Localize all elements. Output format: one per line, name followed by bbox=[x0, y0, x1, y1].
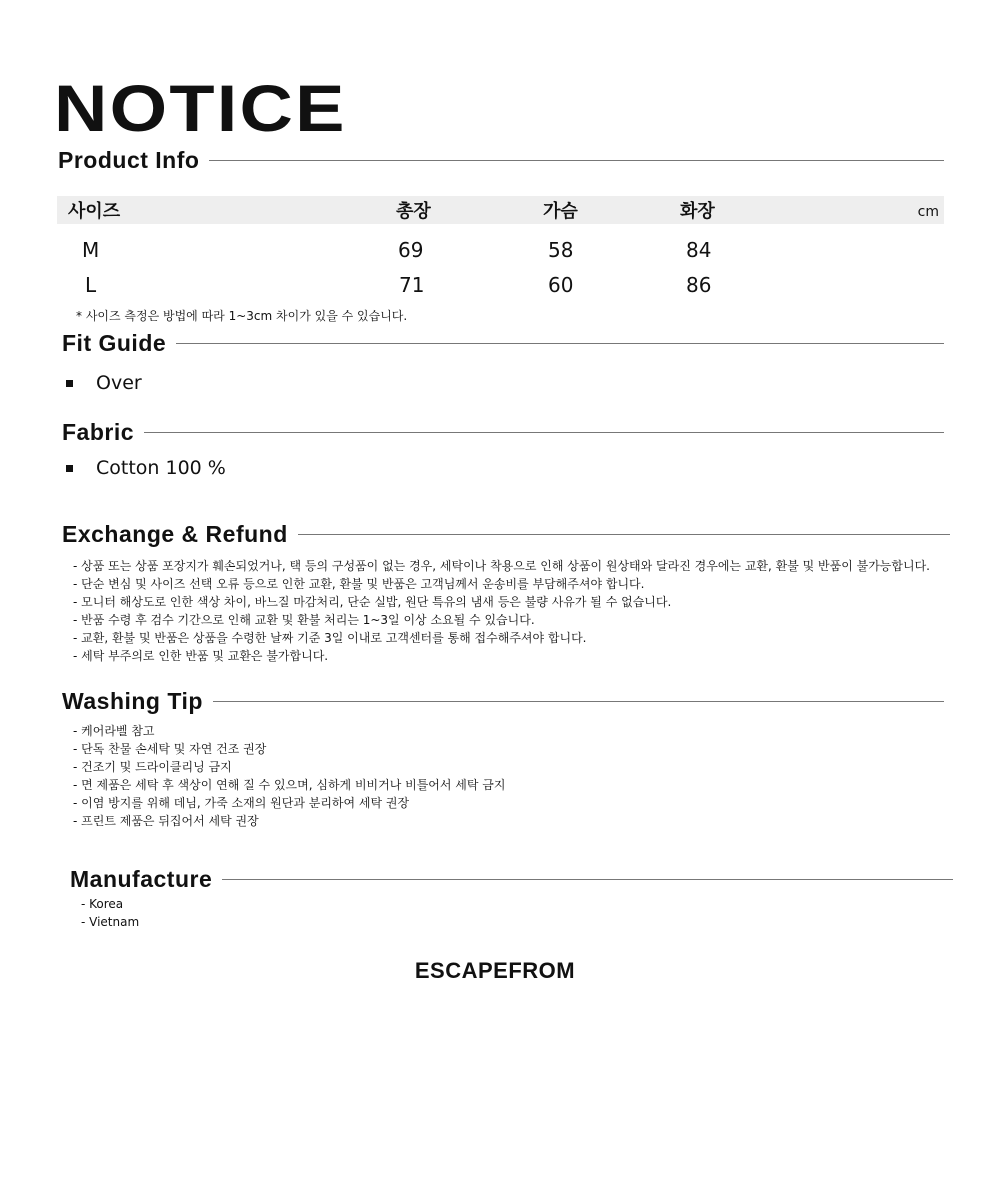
size-cell: L bbox=[85, 273, 97, 297]
table-row bbox=[57, 238, 944, 268]
washing-heading: Washing Tip bbox=[62, 687, 203, 714]
list-item: - 면 제품은 세탁 후 색상이 연해 질 수 있으며, 심하게 비비거나 비틀어서 세탁 금지 bbox=[73, 778, 506, 792]
washing-divider bbox=[213, 701, 944, 702]
sleeve-cell: 86 bbox=[686, 273, 712, 297]
square-bullet-icon bbox=[66, 465, 73, 472]
length-cell: 71 bbox=[399, 273, 425, 297]
fit-guide-value: Over bbox=[96, 372, 142, 394]
list-item: - 이염 방지를 위해 데님, 가죽 소재의 원단과 분리하여 세탁 권장 bbox=[73, 796, 410, 810]
list-item: - 케어라벨 참고 bbox=[73, 724, 155, 738]
washing-header bbox=[62, 686, 944, 716]
fabric-divider bbox=[144, 432, 944, 433]
list-item: - 프린트 제품은 뒤집어서 세탁 권장 bbox=[73, 814, 259, 828]
brand-logo: ESCAPEFROM bbox=[414, 958, 576, 983]
chest-cell: 60 bbox=[548, 273, 574, 297]
square-bullet-icon bbox=[66, 380, 73, 387]
fabric-header bbox=[62, 417, 944, 447]
length-cell: 69 bbox=[398, 238, 424, 262]
fit-guide-heading: Fit Guide bbox=[62, 329, 167, 356]
fit-guide-divider bbox=[176, 343, 944, 344]
exchange-heading: Exchange & Refund bbox=[62, 520, 288, 547]
header-sleeve: 화장 bbox=[680, 201, 715, 222]
manufacture-heading: Manufacture bbox=[70, 865, 213, 892]
size-table-header bbox=[57, 196, 944, 224]
washing-list bbox=[73, 722, 506, 830]
header-chest: 가슴 bbox=[543, 201, 578, 222]
list-item: - 단독 찬물 손세탁 및 자연 건조 권장 bbox=[73, 742, 267, 756]
fit-guide-item bbox=[66, 372, 142, 394]
manufacture-header bbox=[70, 864, 953, 894]
chest-cell: 58 bbox=[548, 238, 574, 262]
sleeve-cell: 84 bbox=[686, 238, 712, 262]
list-item: - 상품 또는 상품 포장지가 훼손되었거나, 택 등의 구성품이 없는 경우, 세탁이나 착용으로 인해 상품이 원상태와 달라진 경우에는 교환, 환불 및 반품이 불가능합니다. bbox=[73, 559, 930, 573]
exchange-divider bbox=[298, 534, 950, 535]
list-item: - 건조기 및 드라이클리닝 금지 bbox=[73, 760, 232, 774]
list-item: - Korea bbox=[81, 897, 124, 911]
list-item: - 교환, 환불 및 반품은 상품을 수령한 날짜 기준 3일 이내로 고객센터를 통해 접수해주셔야 합니다. bbox=[73, 631, 587, 645]
fit-guide-header bbox=[62, 328, 944, 358]
list-item: - 단순 변심 및 사이즈 선택 오류 등으로 인한 교환, 환불 및 반품은 고객님께서 운송비를 부담해주셔야 합니다. bbox=[73, 577, 645, 591]
list-item: - Vietnam bbox=[81, 915, 140, 929]
fabric-item bbox=[66, 457, 226, 479]
list-item: - 모니터 해상도로 인한 색상 차이, 바느질 마감처리, 단순 실밥, 원단 특유의 냄새 등은 불량 사유가 될 수 없습니다. bbox=[73, 595, 672, 609]
list-item: - 반품 수령 후 검수 기간으로 인해 교환 및 환불 처리는 1~3일 이상 소요될 수 있습니다. bbox=[73, 613, 535, 627]
fabric-value: Cotton 100 % bbox=[96, 457, 226, 479]
product-info-heading: Product Info bbox=[58, 146, 200, 173]
product-info-header bbox=[58, 145, 944, 175]
table-row bbox=[57, 273, 944, 303]
header-size: 사이즈 bbox=[68, 201, 121, 222]
list-item: - 세탁 부주의로 인한 반품 및 교환은 불가합니다. bbox=[73, 649, 329, 663]
size-note: * 사이즈 측정은 방법에 따라 1~3cm 차이가 있을 수 있습니다. bbox=[76, 309, 408, 323]
exchange-list bbox=[73, 557, 930, 665]
manufacture-divider bbox=[222, 879, 953, 880]
product-info-divider bbox=[209, 160, 944, 161]
unit-label: cm bbox=[917, 204, 939, 220]
manufacture-list bbox=[81, 895, 139, 931]
size-cell: M bbox=[82, 238, 100, 262]
exchange-header bbox=[62, 519, 950, 549]
notice-title: NOTICE bbox=[54, 71, 347, 145]
fabric-heading: Fabric bbox=[62, 418, 135, 445]
header-length: 총장 bbox=[396, 201, 431, 222]
